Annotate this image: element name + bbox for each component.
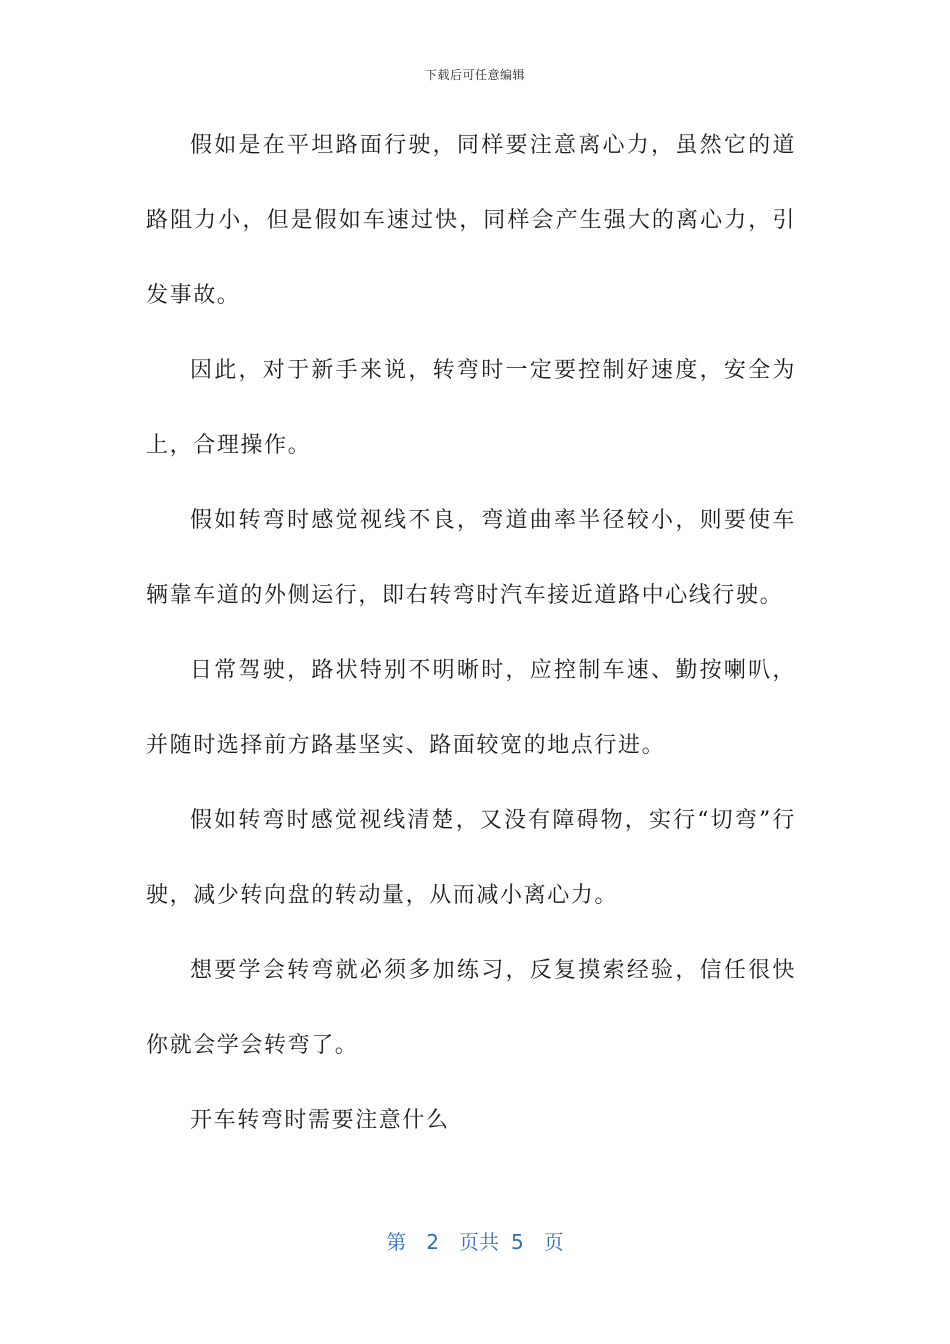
page-middle-text: 页共 — [459, 1230, 499, 1254]
paragraph-2: 因此，对于新手来说，转弯时一定要控制好速度，安全为上，合理操作。 — [146, 358, 796, 458]
total-pages-number: 5 — [511, 1230, 524, 1254]
document-body — [146, 108, 796, 1158]
page-number-footer — [0, 1226, 950, 1255]
current-page-number: 2 — [426, 1230, 439, 1254]
page-header-note: 下载后可任意编辑 — [424, 68, 525, 82]
paragraph-6: 想要学会转弯就必须多加练习，反复摸索经验，信任很快你就会学会转弯了。 — [146, 958, 796, 1058]
page-suffix: 页 — [543, 1230, 564, 1254]
paragraph-4: 日常驾驶，路状特别不明晰时，应控制车速、勤按喇叭，并随时选择前方路基坚实、路面较宽的地点行进。 — [146, 658, 796, 758]
paragraph-1: 假如是在平坦路面行驶，同样要注意离心力，虽然它的道路阻力小，但是假如车速过快，同样会产生强大的离心力，引发事故。 — [146, 133, 796, 308]
paragraph-3: 假如转弯时感觉视线不良，弯道曲率半径较小，则要使车辆靠车道的外侧运行，即右转弯时汽车接近道路中心线行驶。 — [146, 508, 796, 608]
section-heading: 开车转弯时需要注意什么 — [190, 1108, 450, 1133]
paragraph-5: 假如转弯时感觉视线清楚，又没有障碍物，实行“切弯”行驶，减少转向盘的转动量，从而减小离心力。 — [146, 808, 796, 908]
page-prefix: 第 — [386, 1230, 407, 1254]
